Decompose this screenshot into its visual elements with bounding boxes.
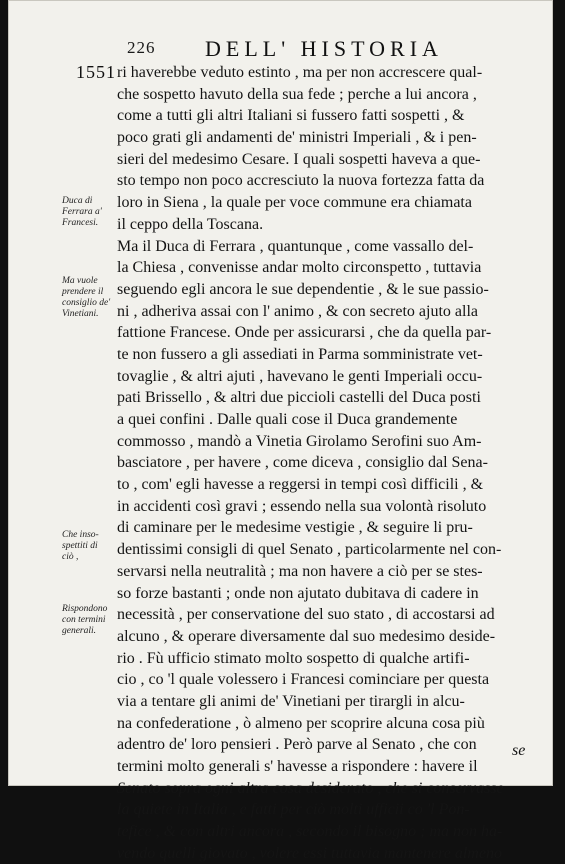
- margin-note: [62, 530, 122, 563]
- text-line: ni , adheriva assai con l' animo , & con secreto ajuto alla: [117, 302, 478, 320]
- margin-note-line: ciò ,: [62, 552, 79, 562]
- text-line: sieri del medesimo Cesare. I quali sospetti haveva a que-: [117, 150, 481, 168]
- text-line: fattione Francese. Onde per assicurarsi , che da quella par-: [117, 324, 492, 342]
- catchword: se: [512, 742, 526, 759]
- margin-note-line: consiglio de': [62, 298, 111, 308]
- margin-note: [62, 604, 122, 637]
- text-line: so forze bastanti ; onde non ajutato dubitava di cadere in: [117, 584, 479, 602]
- margin-note-line: generali.: [62, 626, 97, 636]
- text-line: la quiete in Italia , e fatti per ciò molti ufficii co 'l Pon-: [117, 801, 470, 819]
- page-number: 226: [127, 38, 156, 57]
- margin-note-line: Ferrara a': [62, 207, 102, 217]
- text-line: tovaglie , & altri ajuti , havevano le genti Imperiali occu-: [117, 367, 483, 385]
- text-line: di caminare per le medesime vestigie , & seguire li pru-: [117, 519, 473, 537]
- margin-note-line: Rispondono: [62, 604, 108, 614]
- text-line: Ma il Duca di Ferrara , quantunque , come vassallo del-: [117, 237, 474, 255]
- text-line: poco grati gli andamenti de' ministri Imperiali , & i pen-: [117, 129, 477, 147]
- margin-note-line: spettiti di: [62, 541, 98, 551]
- text-line: via a tentare gli animi de' Vinetiani per tirargli in alcu-: [117, 692, 465, 710]
- text-line: tefice , & con altri ancora , secondo il bisogno ; ma non ha-: [117, 823, 503, 841]
- running-head: [8, 36, 553, 62]
- text-line: ri haverebbe veduto estinto , ma per non accrescere qual-: [117, 64, 483, 81]
- text-line: alcuno , & operare diversamente dal suo medesimo deside-: [117, 627, 496, 645]
- text-line: basciatore , per havere , come diceva , consiglio dal Sena-: [117, 454, 488, 472]
- text-line: pati Brissello , & altri due piccioli castelli del Duca posti: [117, 389, 481, 407]
- text-line: na confederatione , ò almeno per scoprire alcuna cosa più: [117, 714, 485, 732]
- text-line: to , com' egli havesse a reggersi in tempi così difficili , &: [117, 476, 484, 494]
- year-marker: 1551: [76, 62, 116, 82]
- text-line: Senato sopra ogni altra cosa desiderato , che si conservasse: [117, 779, 504, 797]
- margin-note-line: Francesi.: [62, 218, 99, 228]
- text-line: la Chiesa , convenisse andar molto circonspetto , tuttavia: [117, 259, 482, 277]
- margin-note-line: Vinetiani.: [62, 309, 99, 319]
- text-line: commosso , mandò a Vinetia Girolamo Serofini suo Am-: [117, 432, 482, 450]
- text-line: necessità , per conservatione del suo stato , di accostarsi ad: [117, 606, 495, 624]
- margin-note-line: prendere il: [62, 287, 104, 297]
- margin-note: [62, 276, 122, 320]
- book-page: [8, 0, 553, 862]
- text-line: sto tempo non poco accresciuto la nuova fortezza fatta da: [117, 172, 485, 190]
- margin-note-line: Duca di: [62, 196, 93, 206]
- text-line: cio , co 'l quale volessero i Francesi cominciare per questa: [117, 671, 490, 689]
- margin-note-line: con termini: [62, 615, 106, 625]
- text-line: adentro de' loro pensieri . Però parve al Senato , che con: [117, 736, 477, 754]
- text-line: a quei confini . Dalle quali cose il Duca grandemente: [117, 411, 458, 428]
- text-line: seguendo egli ancora le sue dependentie , & le sue passio-: [117, 280, 489, 298]
- running-head-title: DELL' HISTORIA: [205, 36, 443, 61]
- text-line: vendo quelli giovato , volere essi tuttavia mantenere almeno: [117, 844, 502, 862]
- text-line: rio . Fù ufficio stimato molto sospetto di qualche artifi-: [117, 649, 470, 667]
- text-line: dentissimi consigli di quel Senato , particolarmente nel con-: [117, 541, 502, 559]
- text-line: il ceppo della Toscana.: [117, 215, 264, 233]
- text-line: servarsi nella neutralità ; ma non havere a ciò per se stes-: [117, 562, 483, 580]
- text-line: loro in Siena , la quale per voce commune era chiamata: [117, 194, 472, 212]
- text-line: in accidenti così gravi ; essendo nella sua volontà risoluto: [117, 497, 487, 515]
- text-line: che sospetto havuto della sua fede ; perche a lui ancora ,: [117, 85, 477, 103]
- text-line: come a tutti gli altri Italiani si fussero fatti sospetti , &: [117, 107, 465, 125]
- margin-note: [62, 196, 122, 229]
- body-text: [117, 62, 549, 864]
- text-line: te non fussero a gli assediati in Parma somministrate vet-: [117, 345, 483, 363]
- margin-note-line: Ma vuole: [62, 276, 98, 286]
- text-line: termini molto generali s' havesse a rispondere : havere il: [117, 758, 478, 775]
- margin-note-line: Che inso-: [62, 530, 99, 540]
